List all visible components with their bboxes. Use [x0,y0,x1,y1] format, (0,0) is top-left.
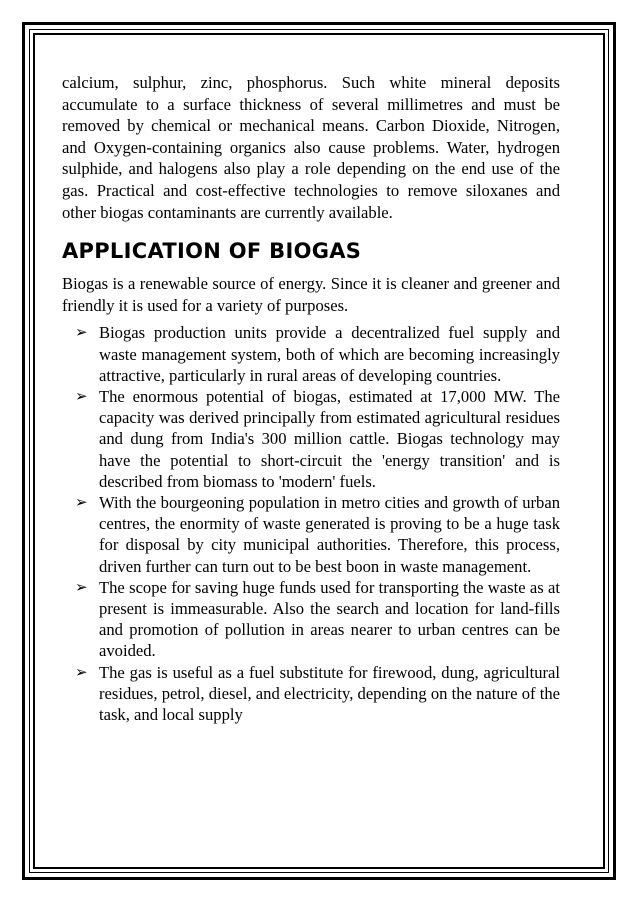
page-content [62,72,560,725]
list-item-text: The enormous potential of biogas, estimated at 17,000 MW. The capacity was derived principally from estimated agricultural residues and dung from India's 300 million cattle. Biogas technology may have the potential to short-circuit the 'energy transition' and is described from biomass to 'modern' fuels. [99,386,560,491]
list-item [62,386,560,492]
list-item [62,577,560,662]
intro-paragraph: calcium, sulphur, zinc, phosphorus. Such white mineral deposits accumulate to a surface thickness of several millimetres and must be removed by chemical or mechanical means. Carbon Dioxide, Nitrogen, and Oxygen-containing organics also cause problems. Water, hydrogen sulphide, and halogens also play a role depending on the end use of the gas. Practical and cost-effective technologies to remove siloxanes and other biogas contaminants are currently available. [62,73,560,222]
arrow-bullet-icon: ➢ [75,386,88,405]
list-item [62,492,560,577]
application-list [62,322,560,725]
arrow-bullet-icon: ➢ [75,492,88,511]
list-item-text: The scope for saving huge funds used for transporting the waste as at present is immeasurable. Also the search and location for land-fills and promotion of pollution in areas nearer to urban centres can be avoided. [99,577,560,661]
list-item-text: The gas is useful as a fuel substitute for firewood, dung, agricultural residues, petrol, diesel, and electricity, depending on the nature of the task, and local supply [99,662,560,724]
section-intro: Biogas is a renewable source of energy. Since it is cleaner and greener and friendly it is used for a variety of purposes. [62,274,560,315]
list-item-text: With the bourgeoning population in metro cities and growth of urban centres, the enormity of waste generated is proving to be a huge task for disposal by city municipal authorities. Therefore, this process, driven further can turn out to be best boon in waste management. [99,492,560,576]
section-heading: APPLICATION OF BIOGAS [62,239,362,264]
list-item [62,322,560,386]
arrow-bullet-icon: ➢ [75,662,88,681]
list-item [62,662,560,726]
arrow-bullet-icon: ➢ [75,577,88,596]
list-item-text: Biogas production units provide a decentralized fuel supply and waste management system, both of which are becoming increasingly attractive, particularly in rural areas of developing countries. [99,323,560,385]
arrow-bullet-icon: ➢ [75,323,88,342]
